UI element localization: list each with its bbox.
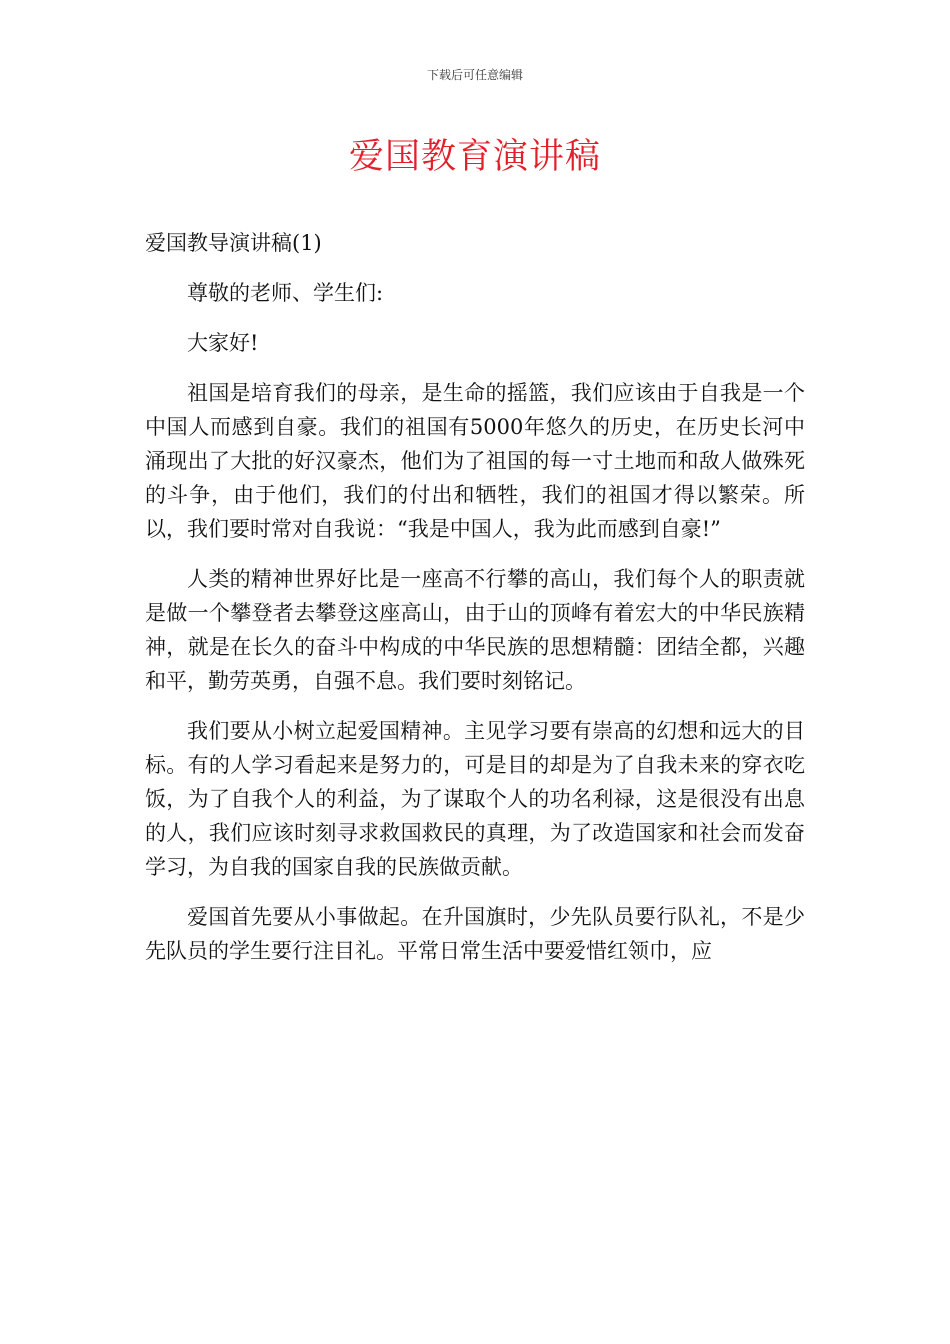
- paragraph-greeting: 大家好!: [187, 331, 259, 355]
- document-title: 爱国教育演讲稿: [348, 137, 601, 177]
- document-body: [145, 226, 805, 984]
- paragraph-patriotic-study: 我们要从小树立起爱国精神。主见学习要有崇高的幻想和远大的目标。有的人学习看起来是努力的，可是目的却是为了自我未来的穿衣吃饭，为了自我个人的利益，为了谋取个人的功名利禄，这是很没有出息的人，我们应该时刻寻求救国救民的真理，为了改造国家和社会而发奋学习，为自我的国家自我的民族做贡献。: [145, 719, 805, 879]
- document-subtitle: 爱国教导演讲稿(1): [145, 231, 322, 255]
- paragraph-small-things: 爱国首先要从小事做起。在升国旗时，少先队员要行队礼，不是少先队员的学生要行注目礼。平常日常生活中要爱惜红领巾，应: [145, 905, 805, 963]
- paragraph-motherland: 祖国是培育我们的母亲，是生命的摇篮，我们应该由于自我是一个中国人而感到自豪。我们的祖国有5000年悠久的历史，在历史长河中涌现出了大批的好汉豪杰，他们为了祖国的每一寸土地而和敌人做殊死的斗争，由于他们，我们的付出和牺牲，我们的祖国才得以繁荣。所以，我们要时常对自我说：“我是中国人，我为此而感到自豪!”: [145, 381, 805, 541]
- paragraph-national-spirit: 人类的精神世界好比是一座高不行攀的高山，我们每个人的职责就是做一个攀登者去攀登这座高山，由于山的顶峰有着宏大的中华民族精神，就是在长久的奋斗中构成的中华民族的思想精髓：团结全都，兴趣和平，勤劳英勇，自强不息。我们要时刻铭记。: [145, 567, 805, 693]
- header-note: 下载后可任意编辑: [426, 68, 523, 82]
- paragraph-greeting-addressee: 尊敬的老师、学生们:: [187, 281, 384, 305]
